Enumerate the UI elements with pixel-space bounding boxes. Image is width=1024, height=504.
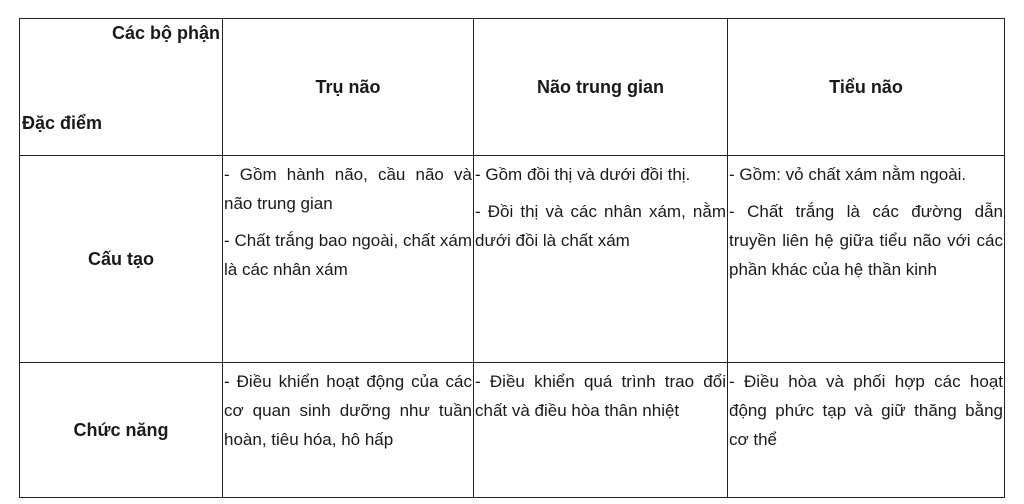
header-row [20,19,1005,156]
cell-text: - Gồm đồi thị và dưới đồi thị. [475,165,691,184]
corner-label-parts: Các bộ phận [111,23,220,43]
cell-text: - Điều khiển quá trình trao đổi chất và điều hòa thân nhiệt [475,372,726,420]
cell-structure-cerebellum [728,156,1005,363]
cell-text: - Điều hòa và phối hợp các hoạt động phức tạp và giữ thăng bằng cơ thể [729,372,1003,449]
cell-structure-brainstem [223,156,474,363]
cell-text: - Gồm hành não, cầu não và não trung gian [224,165,472,213]
table-row-structure [20,156,1005,363]
cell-text: - Chất trắng bao ngoài, chất xám là các nhân xám [224,231,472,279]
column-header-diencephalon: Não trung gian [474,19,728,156]
corner-cell [20,19,223,156]
row-header-structure: Cấu tạo [20,156,223,363]
cell-text: - Điều khiển hoạt động của các cơ quan sinh dưỡng như tuần hoàn, tiêu hóa, hô hấp [224,372,472,449]
table-row-function [20,363,1005,498]
row-header-function: Chức năng [20,363,223,498]
corner-label-features: Đặc điểm [22,113,103,133]
comparison-table [19,18,1005,498]
cell-text: - Đồi thị và các nhân xám, nằm dưới đồi là chất xám [475,202,726,250]
cell-function-cerebellum [728,363,1005,498]
cell-structure-diencephalon [474,156,728,363]
cell-text: - Chất trắng là các đường dẫn truyền liên hệ giữa tiểu não với các phần khác của hệ thần kinh [729,202,1003,279]
cell-text: - Gồm: vỏ chất xám nằm ngoài. [729,165,967,184]
cell-function-brainstem [223,363,474,498]
cell-function-diencephalon [474,363,728,498]
column-header-cerebellum: Tiểu não [728,19,1005,156]
column-header-brainstem: Trụ não [223,19,474,156]
